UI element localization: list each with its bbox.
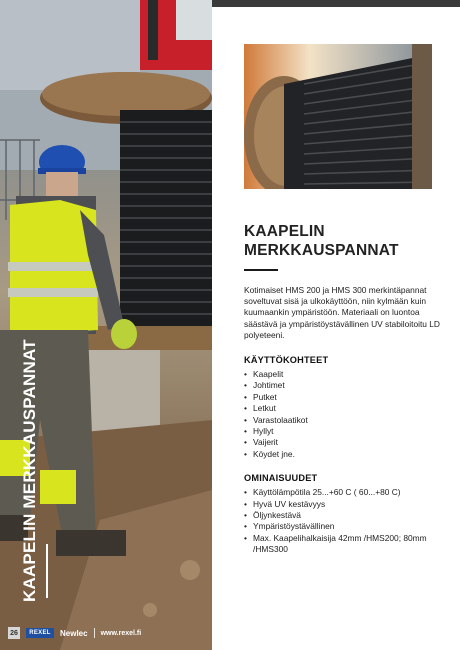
list-item: • Hyvä UV kestävyys <box>244 499 440 510</box>
worker-cable-drum-photo <box>0 0 212 650</box>
list-item: • Öljynkestävä <box>244 510 440 521</box>
vertical-rule <box>46 544 48 598</box>
page-number: 26 <box>8 627 20 639</box>
heading-line-2: MERKKAUSPANNAT <box>244 242 399 259</box>
rexel-logo: REXEL <box>26 628 54 638</box>
content-column <box>244 222 440 556</box>
list-item: • Varastolaatikot <box>244 415 440 426</box>
list-item: • Hyllyt <box>244 426 440 437</box>
section-title-ominaisuudet: OMINAISUUDET <box>244 473 318 484</box>
heading-line-1: KAAPELIN <box>244 223 325 240</box>
section-title-kayttokohteet: KÄYTTÖKOHTEET <box>244 355 329 366</box>
kayttokohteet-list <box>244 369 440 460</box>
heading-rule <box>244 269 278 271</box>
footer-divider <box>94 628 95 638</box>
top-bar <box>212 0 460 7</box>
list-item: • Max. Kaapelihalkaisija 42mm /HMS200; 80mm /HMS300 <box>244 533 440 556</box>
list-item: • Köydet jne. <box>244 449 440 460</box>
list-item: • Johtimet <box>244 380 440 391</box>
newlec-logo: Newlec <box>60 628 88 638</box>
list-item: • Letkut <box>244 403 440 414</box>
ominaisuudet-list <box>244 487 440 555</box>
page-footer <box>8 626 141 640</box>
intro-paragraph: Kotimaiset HMS 200 ja HMS 300 merkintäpannat soveltuvat sisä ja ulkokäyttöön, niin kylmään kuin kuumaankin ympäristöön. Materiaali on luontoa säästävä ja ympäristöystävällinen UV stabiloitoitu LD polyeteeni. <box>244 285 440 340</box>
list-item: • Käyttölämpötila 25...+60 C ( 60...+80 C) <box>244 487 440 498</box>
footer-url-link[interactable]: www.rexel.fi <box>100 629 142 637</box>
vertical-title <box>14 339 40 602</box>
vertical-title-text: KAAPELIN MERKKAUSPANNAT <box>20 339 39 602</box>
page-heading <box>244 222 440 260</box>
list-item: • Vaijerit <box>244 437 440 448</box>
list-item: • Putket <box>244 392 440 403</box>
list-item: • Kaapelit <box>244 369 440 380</box>
list-item: • Ympäristöystävällinen <box>244 521 440 532</box>
cable-drum-photo <box>244 44 432 189</box>
